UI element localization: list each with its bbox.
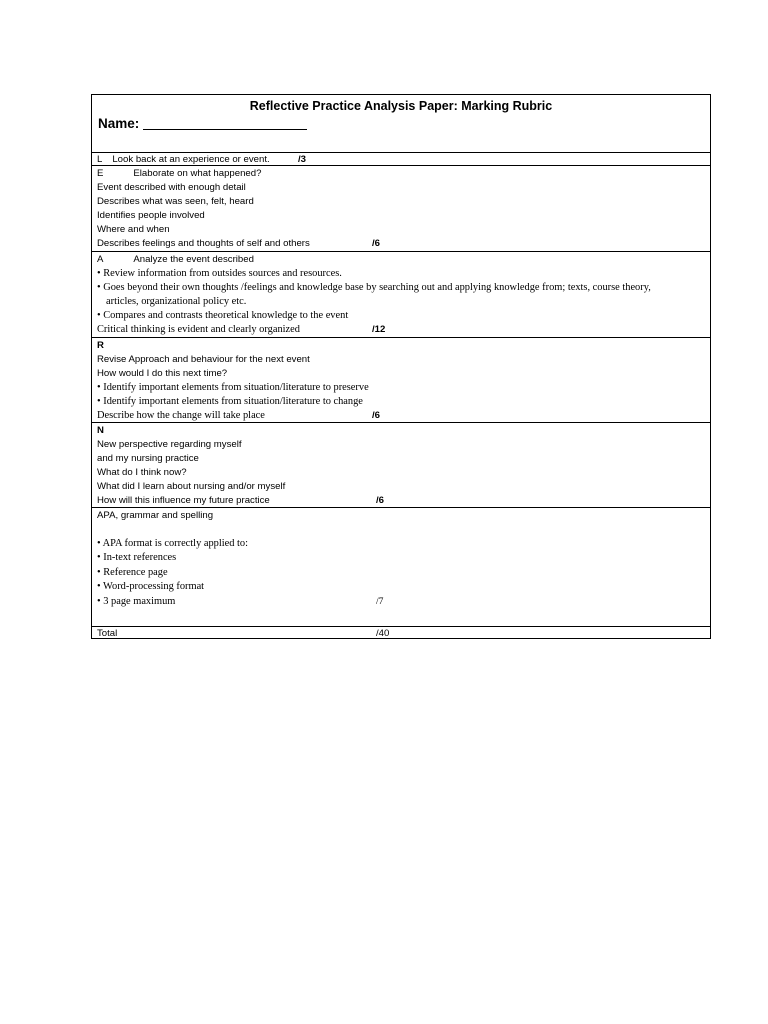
- apa-heading: APA, grammar and spelling: [97, 510, 214, 521]
- section-look-back: [92, 152, 710, 165]
- section-letter-a: A: [97, 254, 104, 265]
- elaborate-item: Where and when: [97, 224, 170, 235]
- revise-item: • Identify important elements from situation/literature to preserve: [97, 382, 369, 393]
- elaborate-item: Event described with enough detail: [97, 182, 246, 193]
- section-letter-e: E: [97, 168, 104, 179]
- apa-item: • Word-processing format: [97, 581, 205, 592]
- analyze-item: • Goes beyond their own thoughts /feelings and knowledge base by searching out and applying knowledge from; texts, course theory,: [97, 282, 651, 293]
- analyze-heading: Analyze the event described: [133, 254, 254, 265]
- apa-item: • 3 page maximum: [97, 596, 176, 607]
- new-perspective-item: New perspective regarding myself: [97, 439, 242, 450]
- apa-item: • APA format is correctly applied to:: [97, 538, 249, 549]
- analyze-item: Critical thinking is evident and clearly organized: [97, 324, 300, 335]
- revise-item: Describe how the change will take place: [97, 410, 265, 421]
- section-revise: [92, 337, 710, 422]
- elaborate-score: /6: [372, 238, 381, 249]
- section-new-perspective: [92, 422, 710, 507]
- elaborate-item: Describes feelings and thoughts of self and others: [97, 238, 310, 249]
- new-perspective-item: What did I learn about nursing and/or myself: [97, 481, 286, 492]
- new-perspective-item: and my nursing practice: [97, 453, 199, 464]
- analyze-score: /12: [372, 324, 386, 335]
- section-apa: [92, 507, 710, 626]
- new-perspective-item: How will this influence my future practice: [97, 495, 270, 506]
- total-label: Total: [97, 628, 118, 639]
- section-analyze: [92, 251, 710, 337]
- section-letter-n: N: [97, 425, 104, 436]
- section-total: [92, 626, 710, 639]
- apa-item: • Reference page: [97, 567, 168, 578]
- name-blank-line: [143, 129, 307, 130]
- revise-item: Revise Approach and behaviour for the next event: [97, 354, 310, 365]
- total-score: /40: [376, 628, 390, 639]
- new-perspective-item: What do I think now?: [97, 467, 187, 478]
- apa-item: • In-text references: [97, 552, 177, 563]
- marking-rubric-table: [91, 94, 711, 639]
- analyze-item: articles, organizational policy etc.: [106, 296, 247, 307]
- apa-score: /7: [376, 596, 384, 607]
- look-back-score: /3: [298, 154, 307, 165]
- new-perspective-score: /6: [376, 495, 385, 506]
- revise-score: /6: [372, 410, 381, 421]
- section-elaborate: [92, 165, 710, 251]
- elaborate-item: Identifies people involved: [97, 210, 205, 221]
- rubric-title: Reflective Practice Analysis Paper: Marking Rubric: [249, 99, 553, 113]
- revise-item: • Identify important elements from situation/literature to change: [97, 396, 363, 407]
- analyze-item: • Compares and contrasts theoretical knowledge to the event: [97, 310, 349, 321]
- section-letter-r: R: [97, 340, 104, 351]
- analyze-item: • Review information from outsides sources and resources.: [97, 268, 342, 279]
- look-back-text: Look back at an experience or event.: [112, 154, 270, 165]
- elaborate-item: Describes what was seen, felt, heard: [97, 196, 254, 207]
- revise-item: How would I do this next time?: [97, 368, 228, 379]
- elaborate-heading: Elaborate on what happened?: [133, 168, 262, 179]
- section-letter-l: L: [97, 154, 103, 165]
- name-label: Name:: [98, 116, 140, 131]
